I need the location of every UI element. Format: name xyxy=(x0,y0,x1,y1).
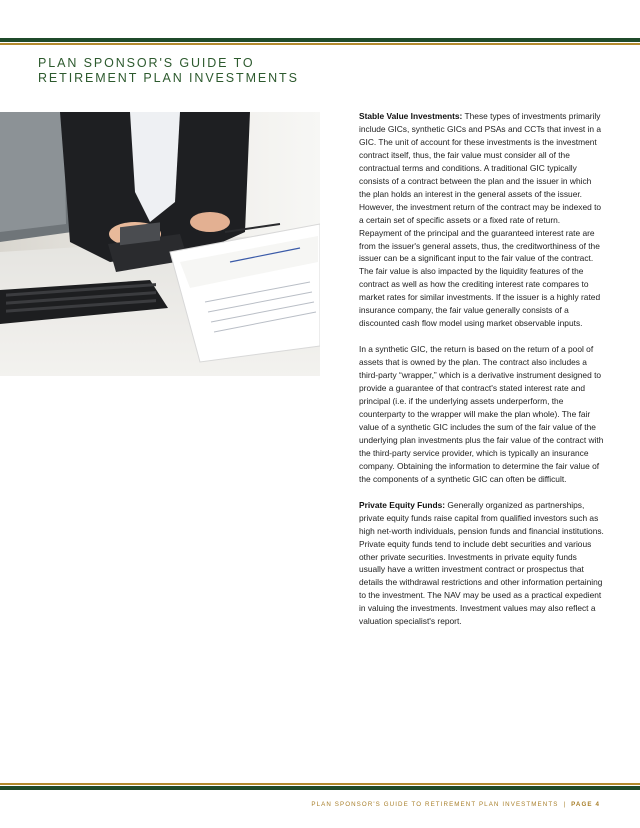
article-body xyxy=(359,110,605,641)
top-gold-rule xyxy=(0,43,640,45)
paragraph-text: In a synthetic GIC, the return is based on the return of a pool of assets that is owned by the plan. The contract also includes a third-party “wrapper,” which is a derivative instrument designed to provide a guarantee of that contract's stated interest rate and principal (i.e. if the underlying assets underperform, the counterparty to the wrapper will make the plan whole). The fair value of a synthetic GIC includes the sum of the fair value of the underlying plan investments plus the fair value of the contract with the third-party service provider, which is typically an insurance company. Obtaining the information to determine the fair value of the components of a synthetic GIC can often be difficult. xyxy=(359,344,604,484)
paragraph-text: These types of investments primarily include GICs, synthetic GICs and PSAs and CCTs that invest in a GIC. The unit of account for these investments is the investment contract itself, thus, the fair value must consider all of the contractual terms and conditions. A traditional GIC typically consists of a contract between the plan and the issuer in which the plan holds an interest in the general assets of the issuer. However, the investment return of the contract may be indexed to a certain set of specific assets or a fixed rate of return. Repayment of the principal and the guaranteed interest rate are from the issuer's general assets, thus, the creditworthiness of the issuer can be a significant input to the fair value of the contract. The fair value is also impacted by the liquidity features of the contract as well as how the crediting interest rate compares to market rates for similar investments. If the issuer is a highly rated insurance company, the fair value generally consists of a discounted cash flow model using market observable inputs. xyxy=(359,111,602,329)
footer-separator: | xyxy=(563,801,567,808)
page-number: PAGE 4 xyxy=(571,801,600,808)
paragraph-heading: Stable Value Investments: xyxy=(359,111,463,121)
page-title-line-2: RETIREMENT PLAN INVESTMENTS xyxy=(38,71,299,85)
bottom-gold-rule xyxy=(0,783,640,785)
paragraph-heading: Private Equity Funds: xyxy=(359,499,446,510)
paragraph-stable-value xyxy=(359,110,605,330)
paragraph-private-equity xyxy=(359,499,605,629)
footer-title: PLAN SPONSOR'S GUIDE TO RETIREMENT PLAN INVESTMENTS xyxy=(311,801,559,808)
office-photo-illustration xyxy=(0,112,320,376)
office-photo xyxy=(0,112,320,376)
page-footer xyxy=(311,801,600,808)
page-title xyxy=(38,56,299,86)
paragraph-text: Generally organized as partnerships, private equity funds raise capital from qualified investors such as high net-worth individuals, pension funds and financial institutions. Private equity funds tend to include debt securities and various other private securities. Investments in private equity funds usually have a written investment contract or prospectus that details the withdrawal restrictions and other information pertaining to the investment. The NAV may be used as a practical expedient in valuing the investments. Investment values may also reflect a valuation specialist's report. xyxy=(359,499,604,627)
page-title-line-1: PLAN SPONSOR'S GUIDE TO xyxy=(38,56,255,70)
paragraph-synthetic-gic xyxy=(359,343,605,485)
top-green-rule xyxy=(0,38,640,42)
bottom-green-rule xyxy=(0,786,640,790)
